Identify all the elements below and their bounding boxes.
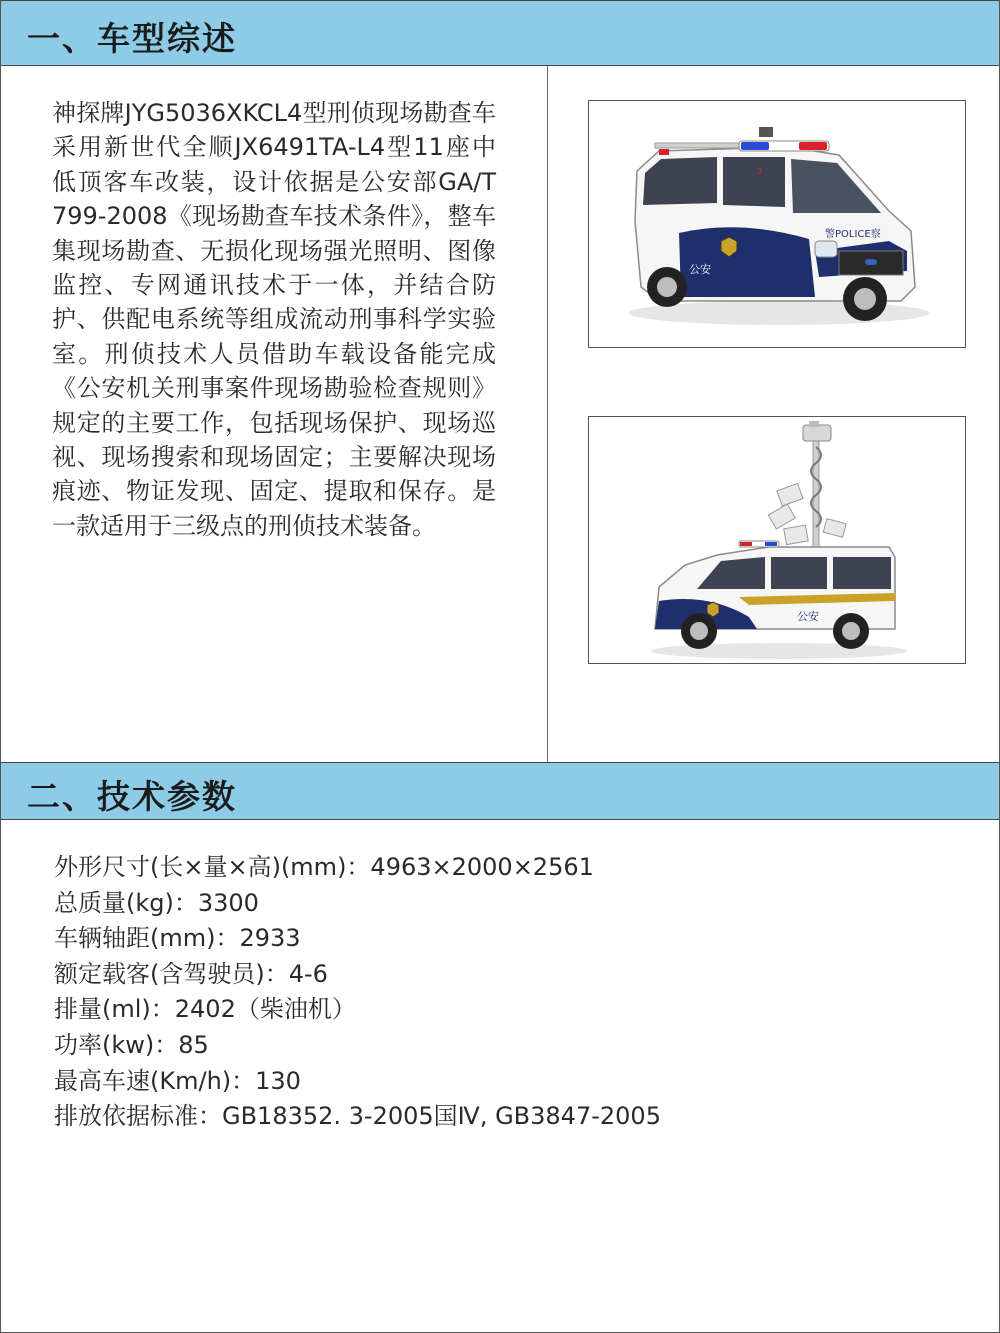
van-number-text: 3 [757, 167, 763, 176]
spec-list [54, 850, 661, 1135]
van-side-mast-photo [588, 416, 966, 664]
column-divider [547, 66, 548, 762]
spec-emission-standard: 排放依据标准：GB18352. 3-2005国Ⅳ, GB3847-2005 [54, 1102, 661, 1131]
section-header-overview [1, 0, 999, 66]
van-side-illustration [589, 417, 965, 663]
spec-max-speed: 最高车速(Km/h)：130 [54, 1066, 301, 1095]
overview-paragraph: 神探牌JYG5036XKCL4型刑侦现场勘查车采用新世代全顺JX6491TA-L4型11座中低顶客车改装，设计依据是公安部GA/T 799-2008《现场勘查车技术条件》，整车集现场勘查、无损化现场强光照明、图像监控、专网通讯技术于一体，并结合防护、供配电系统等组成流动刑事科学实验室。刑侦技术人员借助车载设备能完成《公安机关刑事案件现场勘验检查规则》规定的主要工作，包括现场保护、现场巡视、现场搜索和现场固定；主要解决现场痕迹、物证发现、固定、提取和保存。是一款适用于三级点的刑侦技术装备。 [52, 99, 496, 540]
section-title-specs: 二、技术参数 [27, 777, 237, 816]
spec-wheelbase: 车辆轴距(mm)：2933 [54, 924, 301, 953]
section-title-overview: 一、车型综述 [27, 19, 237, 58]
spec-power: 功率(kw)：85 [54, 1030, 209, 1059]
van-hood-text: 警POLICE察 [825, 229, 881, 240]
van-front-photo [588, 100, 966, 348]
van-front-illustration [589, 101, 965, 347]
section-header-specs [1, 762, 999, 820]
spec-dimensions: 外形尺寸(长×量×高)(mm)：4963×2000×2561 [54, 853, 594, 881]
spec-passengers: 额定载客(含驾驶员)：4-6 [54, 959, 328, 988]
van-side-text: 公安 [797, 610, 819, 623]
spec-total-mass: 总质量(kg)：3300 [54, 888, 259, 917]
van-door-text: 公安 [689, 263, 711, 276]
spec-displacement: 排量(ml)：2402（柴油机） [54, 995, 356, 1024]
